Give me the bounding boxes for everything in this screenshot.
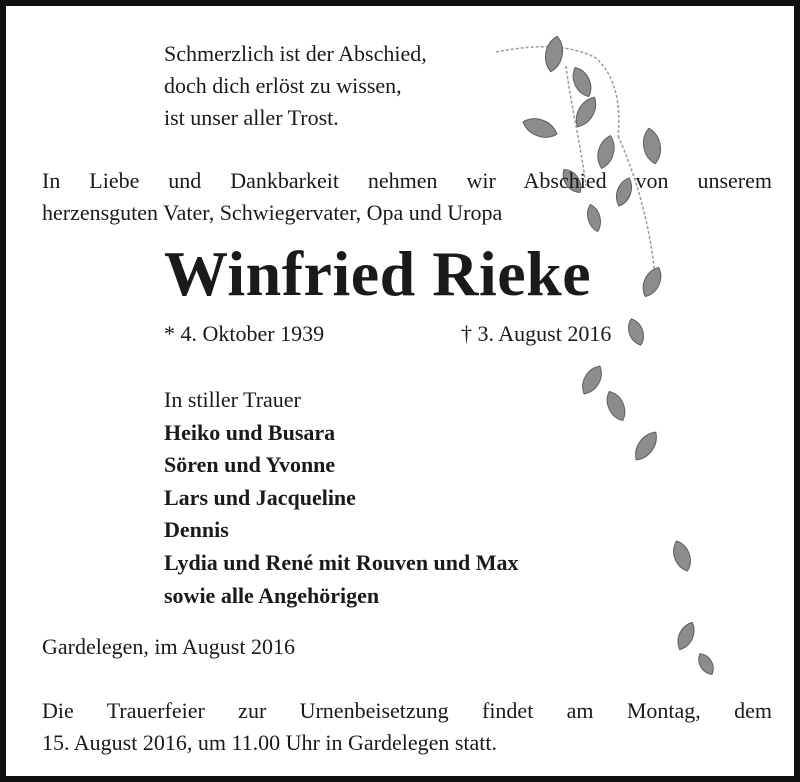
funeral-line: Die Trauerfeier zur Urnenbeisetzung findet am Montag, dem [42, 698, 772, 723]
intro-text [42, 166, 772, 230]
poem-line: Schmerzlich ist der Abschied, [164, 41, 427, 66]
mourners-block [164, 385, 519, 613]
leaf [625, 317, 647, 348]
leaf [638, 264, 665, 299]
funeral-info [42, 696, 772, 760]
poem-line: ist unser aller Trost. [164, 105, 339, 130]
poem [164, 39, 427, 135]
intro-line: In Liebe und Dankbarkeit nehmen wir Abschied von unserem [42, 168, 772, 193]
place-date: Gardelegen, im August 2016 [42, 634, 295, 659]
leaf [520, 114, 559, 142]
leaf [630, 428, 662, 464]
mourner-name: sowie alle Angehörigen [164, 582, 380, 608]
mourner-name: Heiko und Busara [164, 419, 336, 445]
deceased-name: Winfried Rieke [164, 238, 592, 309]
leaf [602, 388, 629, 423]
leaf [543, 35, 566, 73]
leaf [594, 134, 617, 171]
poem-line: doch dich erlöst zu wissen, [164, 73, 402, 98]
birth-date: * 4. Oktober 1939 [164, 321, 325, 346]
leaf [669, 538, 694, 573]
leaf [695, 651, 717, 678]
mourners-heading: In stiller Trauer [164, 387, 301, 412]
leaf [568, 64, 595, 99]
leaf [578, 362, 607, 397]
mourner-name: Lars und Jacqueline [164, 484, 356, 510]
funeral-line: 15. August 2016, um 11.00 Uhr in Gardelegen statt. [42, 730, 498, 755]
leaf [571, 94, 601, 131]
leaf [674, 620, 699, 653]
mourner-name: Dennis [164, 517, 229, 543]
mourner-name: Sören und Yvonne [164, 452, 336, 478]
death-date: † 3. August 2016 [461, 321, 612, 346]
leaf [641, 127, 664, 165]
intro-line: herzensguten Vater, Schwiegervater, Opa und Uropa [42, 200, 503, 225]
mourner-name: Lydia und René mit Rouven und Max [164, 549, 519, 575]
